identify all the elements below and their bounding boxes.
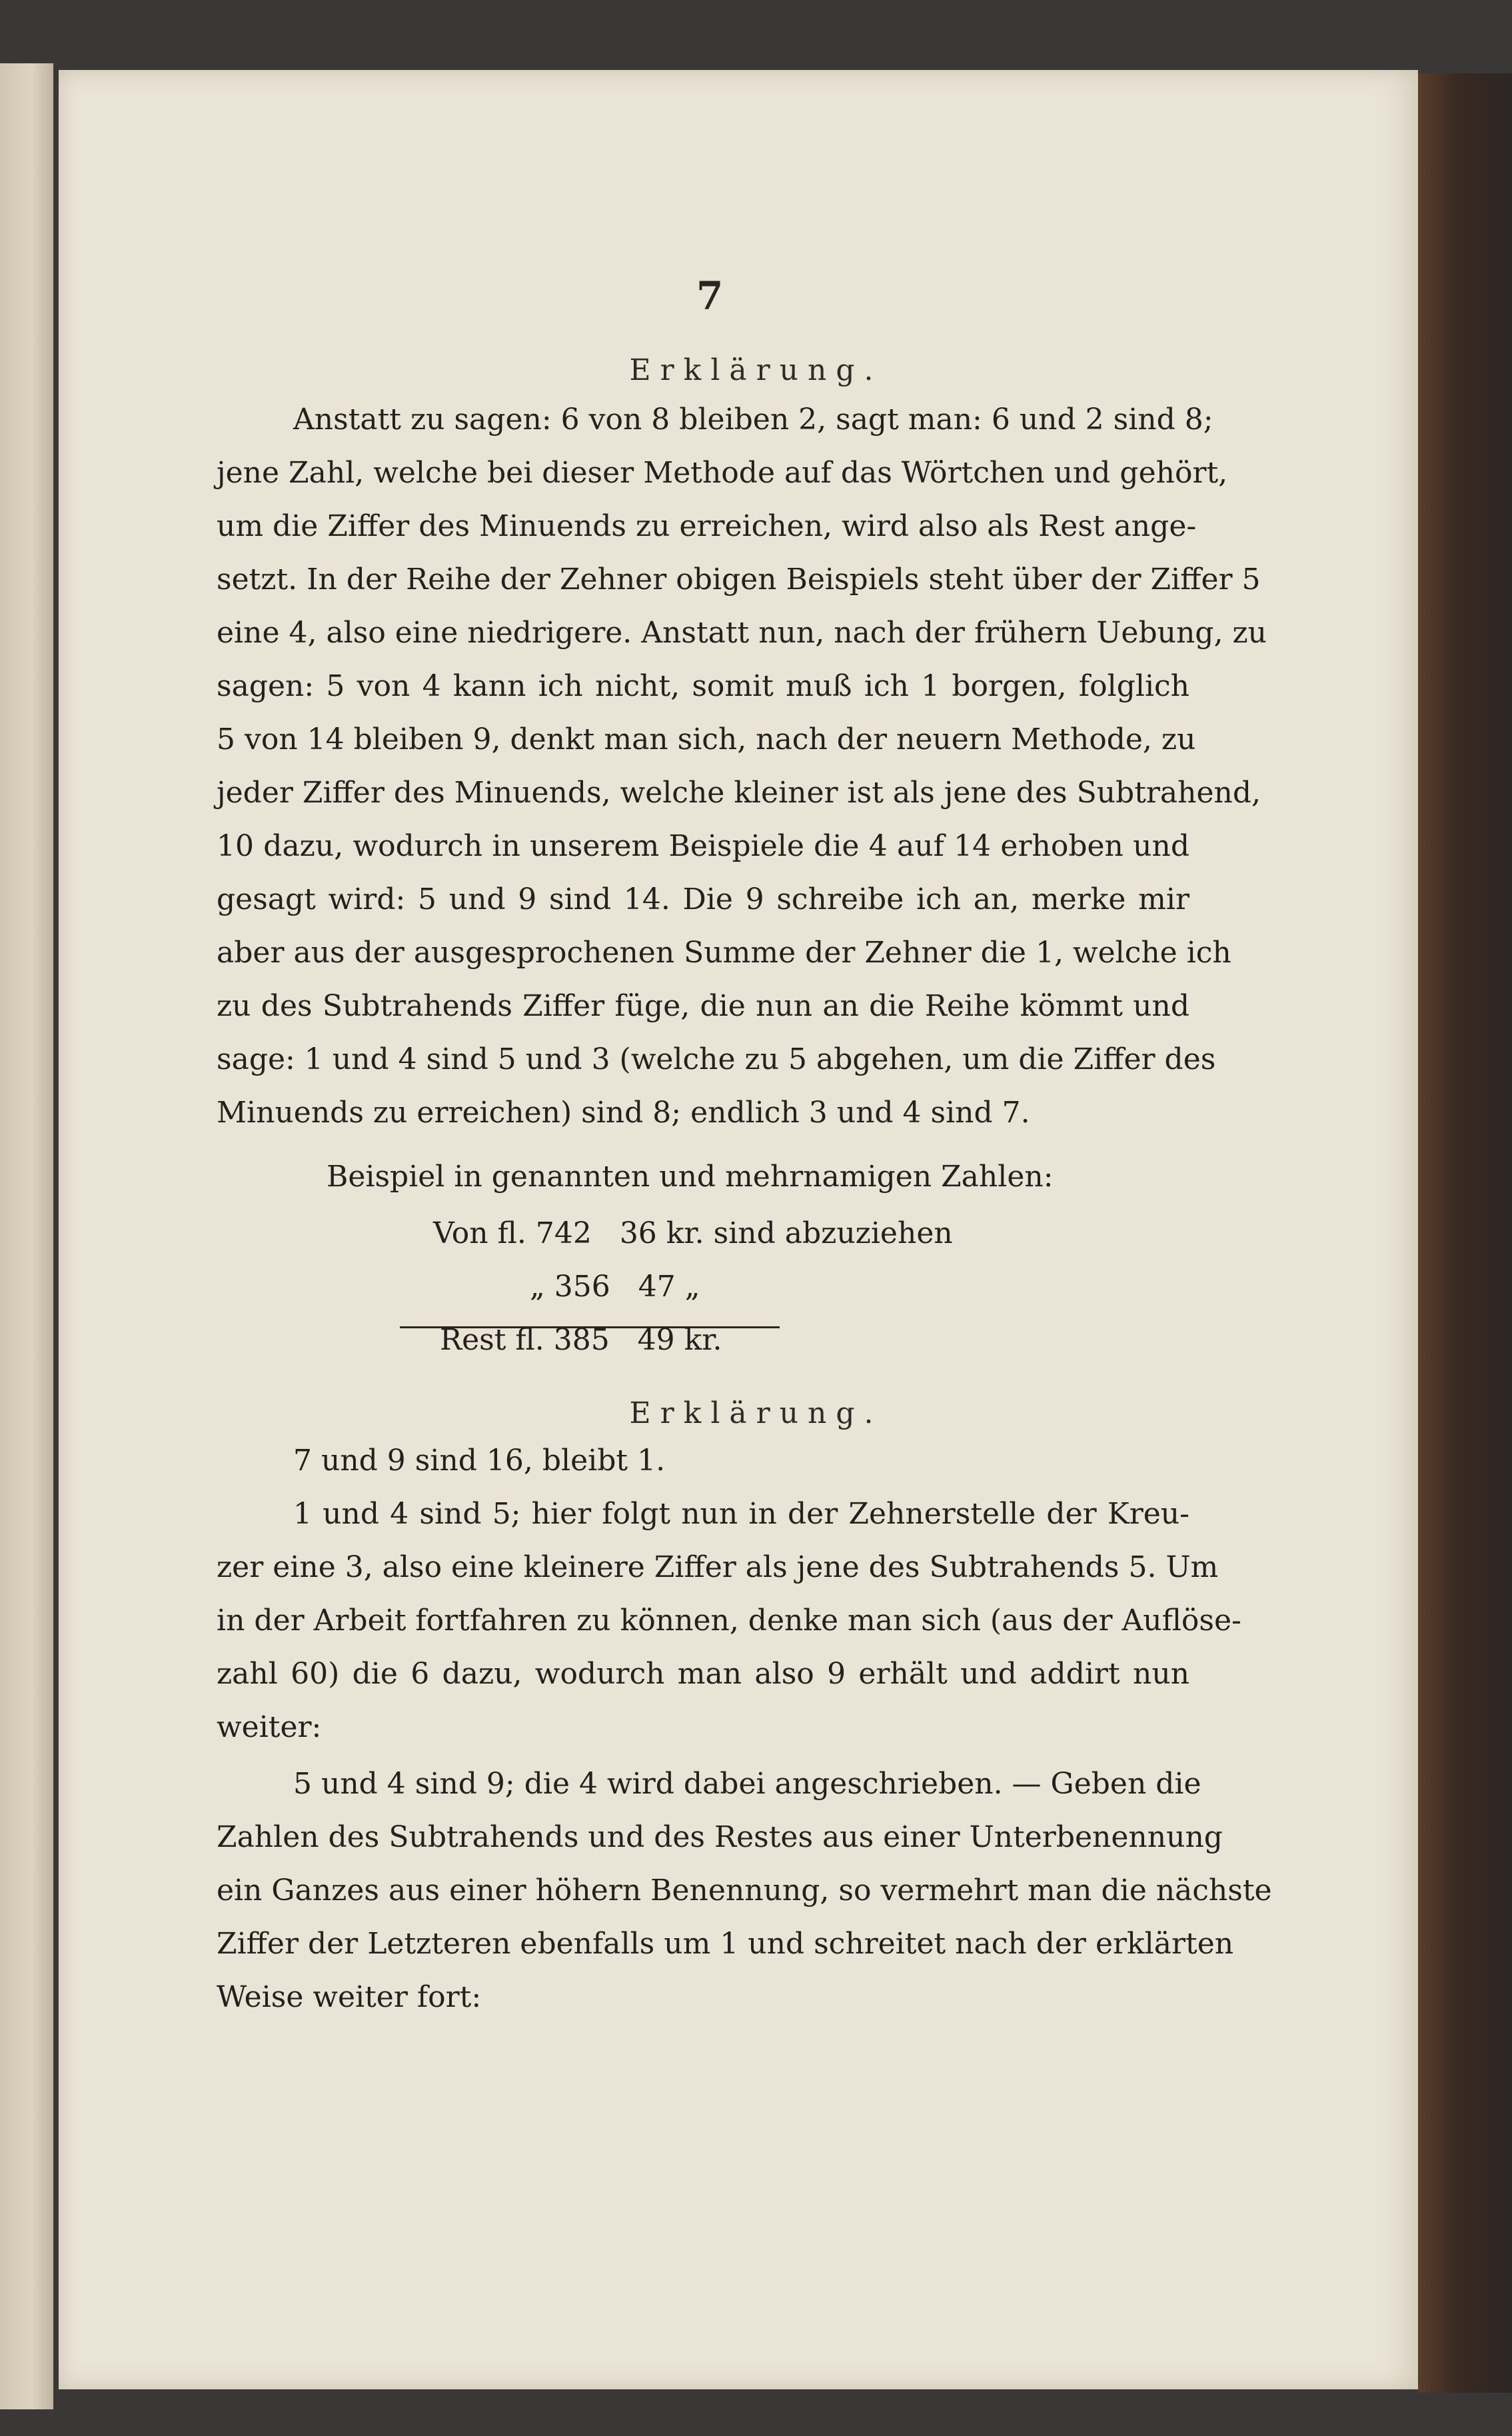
para1-line-2: jene Zahl, welche bei dieser Methode auf das Wörtchen und gehört, (217, 456, 1228, 490)
para1-line-14: Minuends zu erreichen) sind 8; endlich 3 und 4 sind 7. (217, 1096, 1030, 1130)
example-intro: Beispiel in genannten und mehrnamigen Zahlen: (327, 1160, 1054, 1194)
para2-line-7: 5 und 4 sind 9; die 4 wird dabei angeschrieben. — Geben die (293, 1767, 1201, 1801)
para1-line-1: Anstatt zu sagen: 6 von 8 bleiben 2, sagt man: 6 und 2 sind 8; (293, 403, 1213, 437)
para1-line-5: eine 4, also eine niedrigere. Anstatt nun, nach der frühern Uebung, zu (217, 616, 1267, 650)
para1-line-7: 5 von 14 bleiben 9, denkt man sich, nach der neuern Methode, zu (217, 722, 1196, 756)
book-binding-edge (1418, 73, 1512, 2393)
para1-line-3: um die Ziffer des Minuends zu erreichen, wird also als Rest ange- (217, 509, 1197, 543)
heading-explanation-1: Erklärung. (629, 353, 883, 387)
para2-line-8: Zahlen des Subtrahends und des Restes aus einer Unterbenennung (217, 1820, 1223, 1854)
page-number: 7 (696, 273, 724, 319)
example-row-minuend: Von fl. 742 36 kr. sind abzuziehen (433, 1216, 953, 1250)
para2-line-2: 1 und 4 sind 5; hier folgt nun in der Zehnerstelle der Kreu- (293, 1497, 1189, 1531)
para1-line-6: sagen: 5 von 4 kann ich nicht, somit muß ich 1 borgen, folglich (217, 669, 1189, 703)
para2-line-11: Weise weiter fort: (217, 1980, 482, 2014)
para2-line-3: zer eine 3, also eine kleinere Ziffer als jene des Subtrahends 5. Um (217, 1550, 1219, 1584)
para2-line-9: ein Ganzes aus einer höhern Benennung, so vermehrt man die nächste (217, 1873, 1272, 1907)
heading-explanation-2: Erklärung. (629, 1396, 883, 1430)
para1-line-4: setzt. In der Reihe der Zehner obigen Beispiels steht über der Ziffer 5 (217, 563, 1261, 597)
para1-line-8: jeder Ziffer des Minuends, welche kleiner ist als jene des Subtrahend, (217, 776, 1261, 810)
para1-line-9: 10 dazu, wodurch in unserem Beispiele die 4 auf 14 erhoben und (217, 829, 1189, 863)
para1-line-11: aber aus der ausgesprochenen Summe der Zehner die 1, welche ich (217, 936, 1231, 970)
para2-line-10: Ziffer der Letzteren ebenfalls um 1 und schreitet nach der erklärten (217, 1927, 1234, 1961)
para2-line-1: 7 und 9 sind 16, bleibt 1. (293, 1444, 666, 1478)
para2-line-6: weiter: (217, 1710, 322, 1744)
left-page-edge (0, 63, 53, 2409)
para1-line-12: zu des Subtrahends Ziffer füge, die nun an die Reihe kömmt und (217, 989, 1189, 1023)
para1-line-10: gesagt wird: 5 und 9 sind 14. Die 9 schreibe ich an, merke mir (217, 882, 1189, 916)
para2-line-4: in der Arbeit fortfahren zu können, denke man sich (aus der Auflöse- (217, 1604, 1241, 1638)
example-row-result: Rest fl. 385 49 kr. (440, 1323, 722, 1357)
example-row-subtrahend: „ 356 47 „ (530, 1270, 700, 1304)
para1-line-13: sage: 1 und 4 sind 5 und 3 (welche zu 5 abgehen, um die Ziffer des (217, 1042, 1216, 1076)
para2-line-5: zahl 60) die 6 dazu, wodurch man also 9 erhält und addirt nun (217, 1657, 1189, 1691)
